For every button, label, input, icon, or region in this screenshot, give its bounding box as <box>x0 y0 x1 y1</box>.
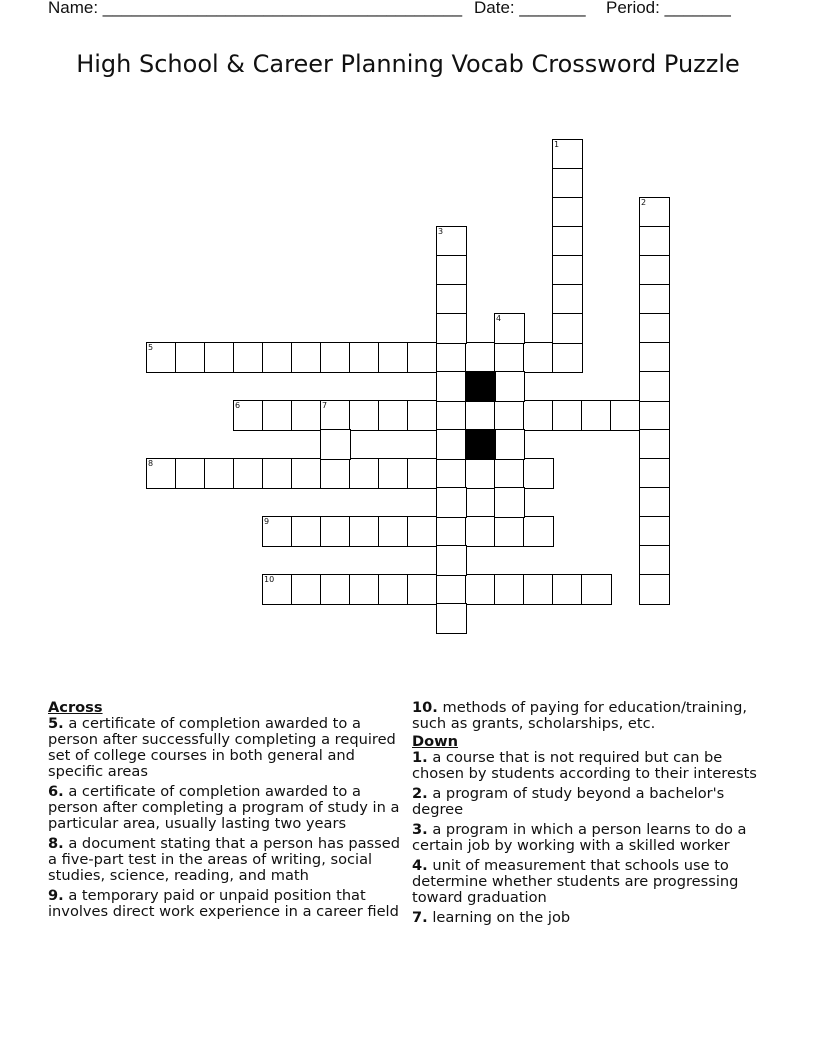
crossword-cell[interactable] <box>436 371 467 402</box>
crossword-cell[interactable] <box>175 342 206 373</box>
down-heading: Down <box>412 733 459 750</box>
down-clue-1: 1. a course that is not required but can be chosen by students according to their interests <box>412 749 757 782</box>
crossword-cell[interactable] <box>494 342 525 373</box>
crossword-cell[interactable] <box>320 400 351 431</box>
crossword-cell[interactable] <box>407 342 438 373</box>
crossword-cell[interactable] <box>262 342 293 373</box>
crossword-cell[interactable] <box>610 400 641 431</box>
crossword-cell[interactable] <box>552 284 583 315</box>
clue-number-label: 9 <box>264 517 270 526</box>
crossword-cell[interactable] <box>581 400 612 431</box>
crossword-cell[interactable] <box>639 487 670 518</box>
crossword-cell[interactable] <box>436 603 467 634</box>
crossword-cell[interactable] <box>262 458 293 489</box>
crossword-cell[interactable] <box>436 429 467 460</box>
crossword-cell[interactable] <box>291 458 322 489</box>
crossword-cell[interactable] <box>639 284 670 315</box>
crossword-cell[interactable] <box>639 545 670 576</box>
across-clue-9: 9. a temporary paid or unpaid position that involves direct work experience in a career field <box>48 887 399 920</box>
crossword-cell[interactable] <box>465 574 496 605</box>
crossword-cell[interactable] <box>465 516 496 547</box>
crossword-cell[interactable] <box>639 429 670 460</box>
crossword-cell[interactable] <box>320 458 351 489</box>
down-clue-3: 3. a program in which a person learns to do a certain job by working with a skilled worker <box>412 821 747 854</box>
crossword-cell[interactable] <box>262 516 293 547</box>
crossword-cell[interactable] <box>552 313 583 344</box>
crossword-cell[interactable] <box>175 458 206 489</box>
crossword-cell[interactable] <box>233 400 264 431</box>
crossword-cell[interactable] <box>407 400 438 431</box>
crossword-cell[interactable] <box>349 342 380 373</box>
crossword-cell[interactable] <box>204 458 235 489</box>
crossword-cell[interactable] <box>436 400 467 431</box>
crossword-cell[interactable] <box>523 342 554 373</box>
crossword-cell[interactable] <box>262 400 293 431</box>
clues-left-column <box>48 700 406 924</box>
crossword-cell[interactable] <box>407 574 438 605</box>
crossword-cell[interactable] <box>639 458 670 489</box>
crossword-cell[interactable] <box>639 313 670 344</box>
crossword-cell[interactable] <box>349 574 380 605</box>
crossword-cell[interactable] <box>349 516 380 547</box>
crossword-cell[interactable] <box>378 342 409 373</box>
crossword-cell[interactable] <box>146 458 177 489</box>
crossword-cell[interactable] <box>494 429 525 460</box>
crossword-cell[interactable] <box>407 458 438 489</box>
shaded-square <box>465 371 496 402</box>
across-clue-10: 10. methods of paying for education/training, such as grants, scholarships, etc. <box>412 699 748 732</box>
crossword-cell[interactable] <box>552 226 583 257</box>
crossword-cell[interactable] <box>436 226 467 257</box>
name-field-label: Name: ______________________________________ <box>48 0 463 17</box>
crossword-cell[interactable] <box>436 574 467 605</box>
crossword-cell[interactable] <box>291 342 322 373</box>
crossword-cell[interactable] <box>291 574 322 605</box>
crossword-cell[interactable] <box>146 342 177 373</box>
crossword-cell[interactable] <box>494 313 525 344</box>
crossword-cell[interactable] <box>552 574 583 605</box>
crossword-cell[interactable] <box>291 400 322 431</box>
down-clue-4: 4. unit of measurement that schools use to determine whether students are progressing toward graduation <box>412 857 739 906</box>
crossword-cell[interactable] <box>639 574 670 605</box>
crossword-cell[interactable] <box>639 226 670 257</box>
crossword-cell[interactable] <box>436 516 467 547</box>
crossword-cell[interactable] <box>639 255 670 286</box>
clue-number-label: 1 <box>554 140 560 149</box>
crossword-cell[interactable] <box>552 400 583 431</box>
crossword-cell[interactable] <box>378 400 409 431</box>
crossword-cell[interactable] <box>494 574 525 605</box>
crossword-cell[interactable] <box>378 516 409 547</box>
clue-number-label: 3 <box>438 227 444 236</box>
crossword-cell[interactable] <box>523 458 554 489</box>
crossword-cell[interactable] <box>552 168 583 199</box>
crossword-cell[interactable] <box>639 342 670 373</box>
crossword-cell[interactable] <box>494 400 525 431</box>
across-heading: Across <box>48 699 103 716</box>
crossword-cell[interactable] <box>639 371 670 402</box>
clue-number-label: 2 <box>641 198 647 207</box>
date-field-label: Date: _______ <box>474 0 586 17</box>
crossword-cell[interactable] <box>320 342 351 373</box>
crossword-cell[interactable] <box>320 574 351 605</box>
across-clue-8: 8. a document stating that a person has passed a five-part test in the areas of writing, social studies, science, reading, and math <box>48 835 401 884</box>
crossword-cell[interactable] <box>465 342 496 373</box>
crossword-cell[interactable] <box>494 516 525 547</box>
crossword-cell[interactable] <box>494 371 525 402</box>
page-title: High School & Career Planning Vocab Crossword Puzzle <box>76 50 740 78</box>
crossword-cell[interactable] <box>581 574 612 605</box>
crossword-cell[interactable] <box>233 342 264 373</box>
crossword-cell[interactable] <box>233 458 264 489</box>
crossword-cell[interactable] <box>494 458 525 489</box>
crossword-cell[interactable] <box>262 574 293 605</box>
crossword-cell[interactable] <box>552 197 583 228</box>
crossword-cell[interactable] <box>639 197 670 228</box>
crossword-cell[interactable] <box>465 400 496 431</box>
crossword-cell[interactable] <box>436 487 467 518</box>
across-clue-6: 6. a certificate of completion awarded to a person after completing a program of study in a particular area, usually lasting two years <box>48 783 400 832</box>
period-field-label: Period: _______ <box>606 0 731 17</box>
crossword-cell[interactable] <box>291 516 322 547</box>
clue-number-label: 5 <box>148 343 154 352</box>
clues-right-column <box>412 700 768 930</box>
crossword-cell[interactable] <box>552 255 583 286</box>
crossword-cell[interactable] <box>349 458 380 489</box>
clue-number-label: 8 <box>148 459 154 468</box>
crossword-cell[interactable] <box>639 400 670 431</box>
crossword-cell[interactable] <box>436 545 467 576</box>
clue-number-label: 6 <box>235 401 241 410</box>
crossword-cell[interactable] <box>523 516 554 547</box>
crossword-cell[interactable] <box>436 458 467 489</box>
crossword-cell[interactable] <box>639 516 670 547</box>
crossword-cell[interactable] <box>523 574 554 605</box>
crossword-cell[interactable] <box>436 342 467 373</box>
clue-number-label: 7 <box>322 401 328 410</box>
crossword-cell[interactable] <box>465 458 496 489</box>
clue-number-label: 4 <box>496 314 502 323</box>
crossword-cell[interactable] <box>320 429 351 460</box>
crossword-cell[interactable] <box>494 487 525 518</box>
shaded-square <box>465 429 496 460</box>
crossword-cell[interactable] <box>552 139 583 170</box>
crossword-cell[interactable] <box>378 574 409 605</box>
crossword-cell[interactable] <box>407 516 438 547</box>
crossword-cell[interactable] <box>436 255 467 286</box>
crossword-cell[interactable] <box>436 284 467 315</box>
crossword-cell[interactable] <box>320 516 351 547</box>
down-clue-7: 7. learning on the job <box>412 909 571 926</box>
crossword-cell[interactable] <box>378 458 409 489</box>
crossword-cell[interactable] <box>436 313 467 344</box>
down-clue-2: 2. a program of study beyond a bachelor's degree <box>412 785 725 818</box>
crossword-cell[interactable] <box>349 400 380 431</box>
across-clue-5: 5. a certificate of completion awarded to a person after successfully completing a required set of college courses in both general and specific areas <box>48 715 396 780</box>
crossword-cell[interactable] <box>552 342 583 373</box>
crossword-cell[interactable] <box>204 342 235 373</box>
crossword-cell[interactable] <box>523 400 554 431</box>
clue-number-label: 10 <box>264 575 275 584</box>
